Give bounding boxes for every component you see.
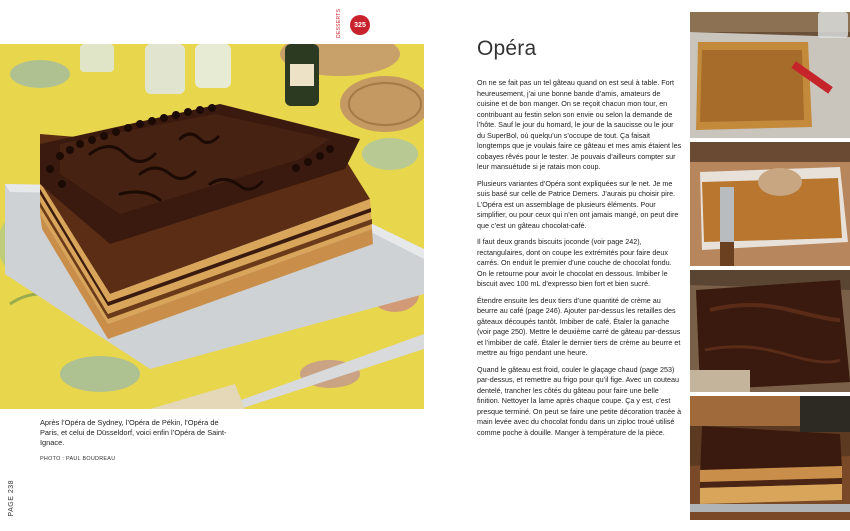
- page-number-badge: 325: [350, 15, 370, 35]
- step-photo-buttercream: [690, 142, 850, 266]
- body-paragraph: Plusieurs variantes d’Opéra sont expliquées sur le net. Je me suis basé sur celle de Patrice Demers. J’aurais pu choisir pire. L’Opéra est un assemblage de plusieurs éléments. Pour simplifier, ou pour ceux qui n’en ont jamais mangé, on peut dire que c’est un gâteau chocolat-café.: [477, 178, 679, 230]
- caption-text: Après l’Opéra de Sydney, l’Opéra de Pékin, l’Opéra de Paris, et celui de Düsseldorf, voici enfin l’Opéra de Saint-Ignace.: [40, 418, 227, 448]
- step-photo-finished: [690, 396, 850, 520]
- recipe-title: Opéra: [477, 37, 537, 60]
- body-paragraph: Quand le gâteau est froid, couler le glaçage chaud (page 253) par-dessus, et remettre au frigo pour qu’il fige. Avec un couteau dentelé, trancher les côtés du gâteau pour faire une belle finition. Nettoyer la lame après chaque coupe. Ça y est, c’est presque terminé. On peut se faire une petite décoration tracée à main levée avec du chocolat fondu dans un ziploc troué utilisé comme poche à douille. Manger à température de la pièce.: [477, 364, 682, 437]
- cake-illustration: [0, 44, 424, 409]
- step-photo-glaze: [690, 270, 850, 392]
- main-cake-photo: [0, 44, 424, 409]
- photo-credit: PHOTO : PAUL BOUDREAU: [40, 456, 116, 462]
- step-photo-soaking: [690, 12, 850, 138]
- section-label: DESSERTS: [336, 8, 342, 38]
- recipe-body: [477, 78, 682, 444]
- body-paragraph: Étendre ensuite les deux tiers d’une quantité de crème au beurre au café (page 246). Ajouter par-dessus les retailles des gâteaux découpés tantôt. Imbiber de café. Étaler la ganache (voir page 250). Mettre le deuxième carré de gâteau par-dessus et l’imbiber de café. Étaler le dernier tiers de crème au beurre et mettre au frigo pendant une heure.: [477, 295, 681, 357]
- body-paragraph: On ne se fait pas un tel gâteau quand on est seul à table. Fort heureusement, j’ai une bonne bande d’amis, amateurs de cuisine et de bon manger. On se reçoit chacun mon tour, en contribuant au festin selon son envie ou selon la demande de l’hôte. Sauf le jour du homard, le jour de la saucisse ou le jour du SuperBol, où quelqu’un s’occupe de tout. Ça faisait longtemps que je voulais faire ce gâteau et mes amis étaient les cobayes rêvés pour le tester. Je pouvais d’ailleurs compter sur leur mansuétude si je ratais mon coup.: [477, 78, 682, 171]
- body-paragraph: Il faut deux grands biscuits joconde (voir page 242), rectangulaires, dont on coupe les extrémités pour faire deux carrés. On enduit le premier d’une couche de chocolat fondu. On le retourne pour avoir le chocolat en dessous. Imbiber le biscuit avec 100 mL d’expresso bien fort et bien sucré.: [477, 237, 672, 288]
- left-page-number: PAGE 238: [8, 480, 15, 517]
- photo-caption: [40, 418, 230, 449]
